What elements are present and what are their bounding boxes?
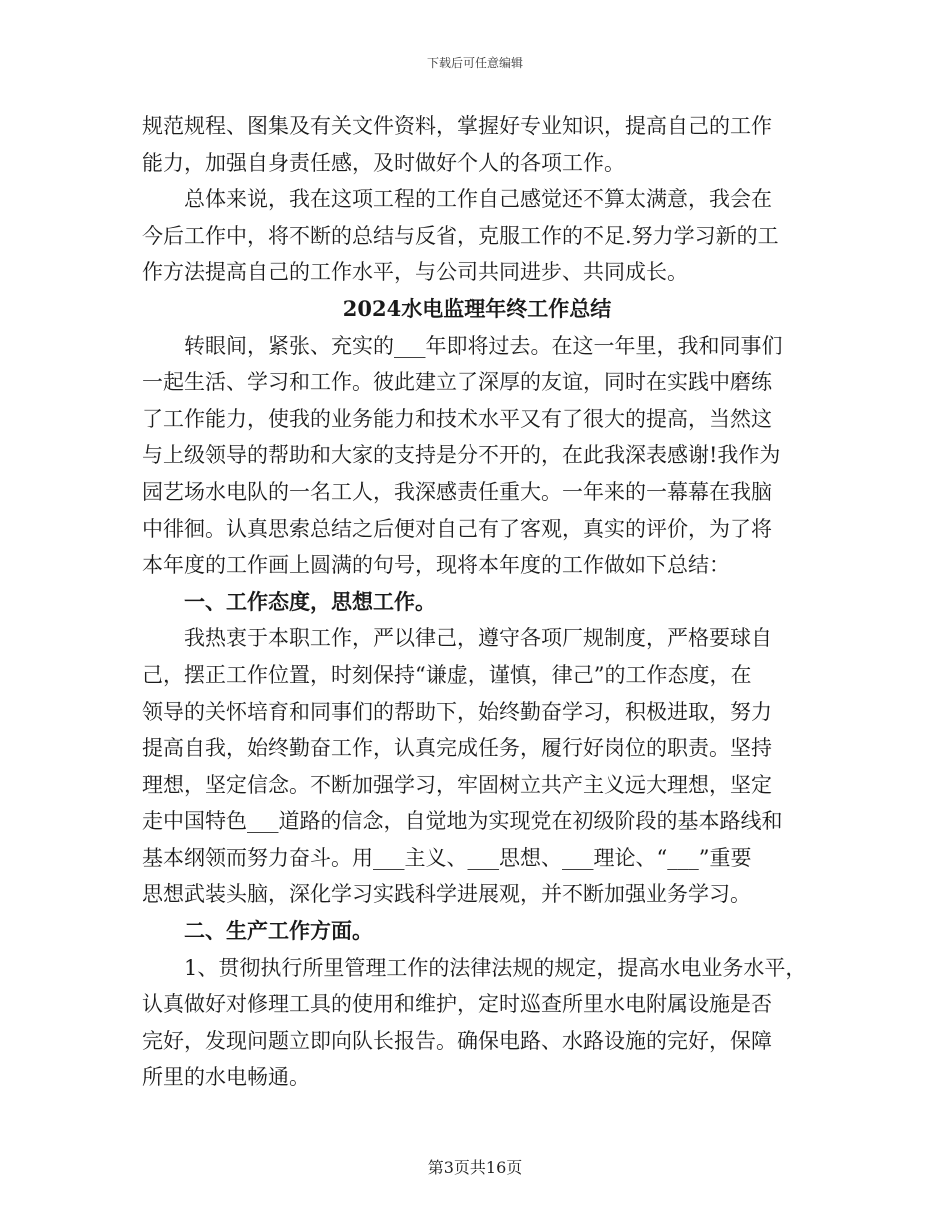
body-line: 思想武装头脑，深化学习实践科学进展观，并不断加强业务学习。 — [142, 882, 751, 907]
body-line: 园艺场水电队的一名工人，我深感责任重大。一年来的一幕幕在我脑 — [142, 479, 772, 504]
body-line: 转眼间，紧张、充实的___年即将过去。在这一年里，我和同事们 — [184, 333, 783, 358]
body-line: 完好，发现问题立即向队长报告。确保电路、水路设施的完好，保障 — [142, 1028, 772, 1053]
section-heading: 二、生产工作方面。 — [184, 918, 373, 944]
body-line: 所里的水电畅通。 — [142, 1065, 310, 1090]
document-body — [142, 108, 812, 1096]
body-line: 了工作能力，使我的业务能力和技术水平又有了很大的提高，当然这 — [142, 406, 772, 431]
body-line: 作方法提高自己的工作水平，与公司共同进步、共同成长。 — [142, 260, 688, 285]
body-line: 能力，加强自身责任感，及时做好个人的各项工作。 — [142, 150, 625, 175]
body-line: 基本纲领而努力奋斗。用___主义、___思想、___理论、“___”重要 — [142, 845, 752, 870]
body-line: 理想，坚定信念。不断加强学习，牢固树立共产主义远大理想，坚定 — [142, 772, 772, 797]
body-line: 总体来说，我在这项工程的工作自己感觉还不算太满意，我会在 — [184, 187, 772, 212]
body-line: 己，摆正工作位置，时刻保持“谦虚，谨慎，律己”的工作态度，在 — [142, 662, 752, 687]
page-number: 第3页共16页 — [427, 1158, 523, 1177]
body-line: 认真做好对修理工具的使用和维护，定时巡查所里水电附属设施是否 — [142, 992, 772, 1017]
body-line: 1、贯彻执行所里管理工作的法律法规的规定，提高水电业务水平， — [184, 955, 807, 980]
body-line: 中徘徊。认真思索总结之后便对自己有了客观，真实的评价，为了将 — [142, 516, 772, 541]
body-line: 与上级领导的帮助和大家的支持是分不开的，在此我深表感谢!我作为 — [142, 443, 781, 468]
body-line: 规范规程、图集及有关文件资料，掌握好专业知识，提高自己的工作 — [142, 114, 772, 138]
body-line: 提高自我，始终勤奋工作，认真完成任务，履行好岗位的职责。坚持 — [142, 736, 772, 761]
body-line: 今后工作中，将不断的总结与反省，克服工作的不足.努力学习新的工 — [142, 223, 779, 248]
body-line: 领导的关怀培育和同事们的帮助下，始终勤奋学习，积极进取，努力 — [142, 699, 772, 724]
body-line: 本年度的工作画上圆满的句号，现将本年度的工作做如下总结： — [142, 553, 730, 578]
body-line: 一起生活、学习和工作。彼此建立了深厚的友谊，同时在实践中磨练 — [142, 370, 772, 395]
body-line: 走中国特色___道路的信念，自觉地为实现党在初级阶段的基本路线和 — [142, 809, 783, 834]
body-line: 我热衷于本职工作，严以律己，遵守各项厂规制度，严格要球自 — [184, 626, 772, 651]
header-note: 下载后可任意编辑 — [426, 56, 523, 70]
document-title: 2024水电监理年终工作总结 — [342, 295, 612, 321]
section-heading: 一、工作态度，思想工作。 — [184, 588, 436, 614]
